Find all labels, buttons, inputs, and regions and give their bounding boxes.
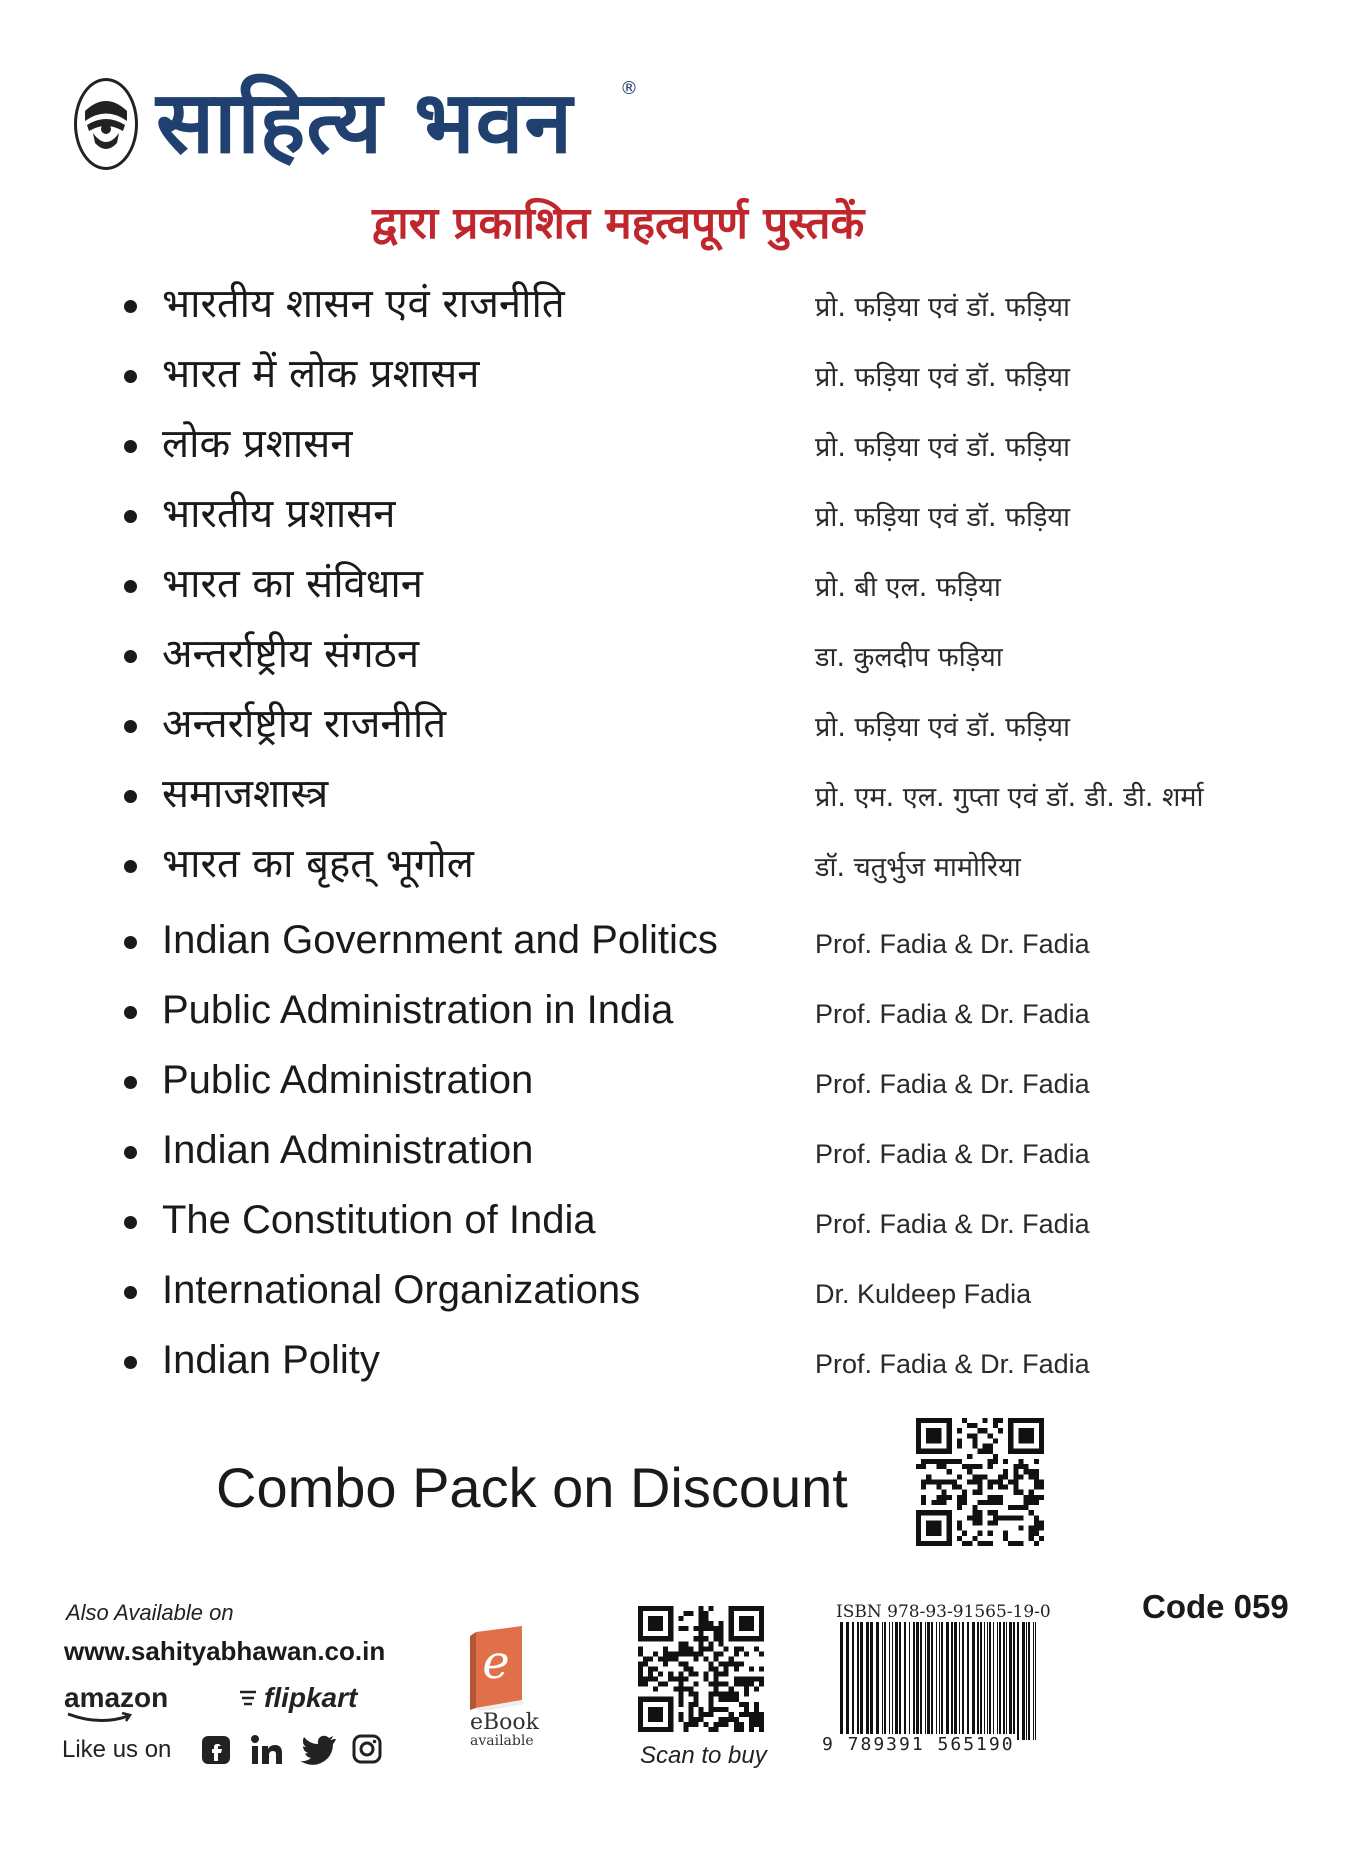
- bullet-icon: [124, 936, 137, 949]
- book-row: [0, 1118, 1372, 1188]
- book-author: प्रो. फड़िया एवं डॉ. फड़िया: [815, 712, 1071, 743]
- book-row: [0, 1258, 1372, 1328]
- isbn-text: ISBN 978-93-91565-19-0: [836, 1602, 1051, 1622]
- book-author: Prof. Fadia & Dr. Fadia: [815, 1069, 1090, 1099]
- book-title: अन्तर्राष्ट्रीय राजनीति: [162, 701, 447, 747]
- bullet-icon: [124, 580, 137, 593]
- book-author: प्रो. फड़िया एवं डॉ. फड़िया: [815, 432, 1071, 463]
- bullet-icon: [124, 720, 137, 733]
- bullet-icon: [124, 860, 137, 873]
- book-author: प्रो. फड़िया एवं डॉ. फड़िया: [815, 502, 1071, 533]
- like-us-label: Like us on: [62, 1736, 172, 1763]
- book-row: [0, 908, 1372, 978]
- book-title: Indian Polity: [162, 1338, 380, 1382]
- bullet-icon: [124, 1286, 137, 1299]
- book-code: Code 059: [1142, 1588, 1289, 1625]
- book-title: International Organizations: [162, 1268, 641, 1312]
- book-row: [0, 1188, 1372, 1258]
- book-title: भारत का बृहत् भूगोल: [162, 841, 474, 887]
- publisher-emblem-icon: [74, 78, 138, 170]
- book-row: [0, 762, 1372, 832]
- book-title: भारतीय प्रशासन: [162, 491, 396, 537]
- ebook-icon: [466, 1622, 532, 1712]
- page-subtitle: द्वारा प्रकाशित महत्वपूर्ण पुस्तकें: [372, 198, 865, 249]
- book-title: भारतीय शासन एवं राजनीति: [162, 281, 565, 327]
- ebook-label: eBook: [470, 1710, 540, 1735]
- book-title: Public Administration: [162, 1058, 534, 1102]
- instagram-icon[interactable]: [352, 1734, 384, 1766]
- scan-to-buy-qr-code-icon[interactable]: [638, 1606, 764, 1732]
- book-row: [0, 692, 1372, 762]
- book-author: प्रो. एम. एल. गुप्ता एवं डॉ. डी. डी. शर्मा: [815, 782, 1204, 813]
- flipkart-cart-icon: [238, 1686, 260, 1714]
- barcode-digits: 9 789391 565190: [822, 1734, 1015, 1755]
- bullet-icon: [124, 1216, 137, 1229]
- book-author: डॉ. चतुर्भुज मामोरिया: [815, 852, 1021, 883]
- facebook-icon[interactable]: [200, 1734, 232, 1766]
- book-author: Prof. Fadia & Dr. Fadia: [815, 929, 1090, 959]
- book-author: Dr. Kuldeep Fadia: [815, 1279, 1032, 1309]
- book-row: [0, 1328, 1372, 1398]
- book-author: डा. कुलदीप फड़िया: [815, 642, 1003, 673]
- book-author: Prof. Fadia & Dr. Fadia: [815, 999, 1090, 1029]
- flipkart-text: flipkart: [264, 1682, 358, 1713]
- book-row: [0, 978, 1372, 1048]
- bullet-icon: [124, 1076, 137, 1089]
- book-title: भारत का संविधान: [162, 561, 423, 607]
- book-author: Prof. Fadia & Dr. Fadia: [815, 1209, 1090, 1239]
- book-title: लोक प्रशासन: [162, 421, 353, 467]
- linkedin-icon[interactable]: [250, 1734, 282, 1766]
- registered-mark: ®: [620, 78, 638, 99]
- bullet-icon: [124, 1146, 137, 1159]
- ebook-sublabel: available: [470, 1733, 534, 1749]
- svg-text:e: e: [482, 1635, 510, 1689]
- bullet-icon: [124, 300, 137, 313]
- book-title: Indian Government and Politics: [162, 918, 718, 962]
- book-title: Indian Administration: [162, 1128, 534, 1172]
- bullet-icon: [124, 1356, 137, 1369]
- combo-qr-code-icon[interactable]: [916, 1418, 1044, 1546]
- book-row: [0, 412, 1372, 482]
- amazon-smile-icon: [66, 1712, 136, 1724]
- bullet-icon: [124, 1006, 137, 1019]
- book-row: [0, 272, 1372, 342]
- book-row: [0, 1048, 1372, 1118]
- bullet-icon: [124, 510, 137, 523]
- twitter-icon[interactable]: [300, 1734, 332, 1766]
- book-author: प्रो. फड़िया एवं डॉ. फड़िया: [815, 362, 1071, 393]
- publisher-brand-name: साहित्य भवन: [156, 73, 574, 173]
- book-title: अन्तर्राष्ट्रीय संगठन: [162, 631, 420, 677]
- bullet-icon: [124, 650, 137, 663]
- bullet-icon: [124, 370, 137, 383]
- book-row: [0, 482, 1372, 552]
- website-link[interactable]: www.sahityabhawan.co.in: [64, 1636, 386, 1666]
- also-available-label: Also Available on: [66, 1600, 234, 1625]
- book-author: Prof. Fadia & Dr. Fadia: [815, 1349, 1090, 1379]
- barcode-icon: [836, 1622, 1042, 1750]
- book-author: प्रो. फड़िया एवं डॉ. फड़िया: [815, 292, 1071, 323]
- flipkart-logo[interactable]: [264, 1682, 357, 1714]
- bullet-icon: [124, 440, 137, 453]
- combo-pack-text: Combo Pack on Discount: [216, 1456, 848, 1519]
- scan-to-buy-label: Scan to buy: [640, 1742, 767, 1769]
- book-author: Prof. Fadia & Dr. Fadia: [815, 1139, 1090, 1169]
- book-row: [0, 342, 1372, 412]
- book-title: समाजशास्त्र: [162, 771, 329, 817]
- book-title: भारत में लोक प्रशासन: [162, 351, 480, 397]
- book-row: [0, 622, 1372, 692]
- book-row: [0, 552, 1372, 622]
- book-title: The Constitution of India: [162, 1198, 596, 1242]
- book-author: प्रो. बी एल. फड़िया: [815, 572, 1001, 603]
- bullet-icon: [124, 790, 137, 803]
- book-row: [0, 832, 1372, 902]
- amazon-logo[interactable]: amazon: [64, 1682, 169, 1713]
- book-title: Public Administration in India: [162, 988, 674, 1032]
